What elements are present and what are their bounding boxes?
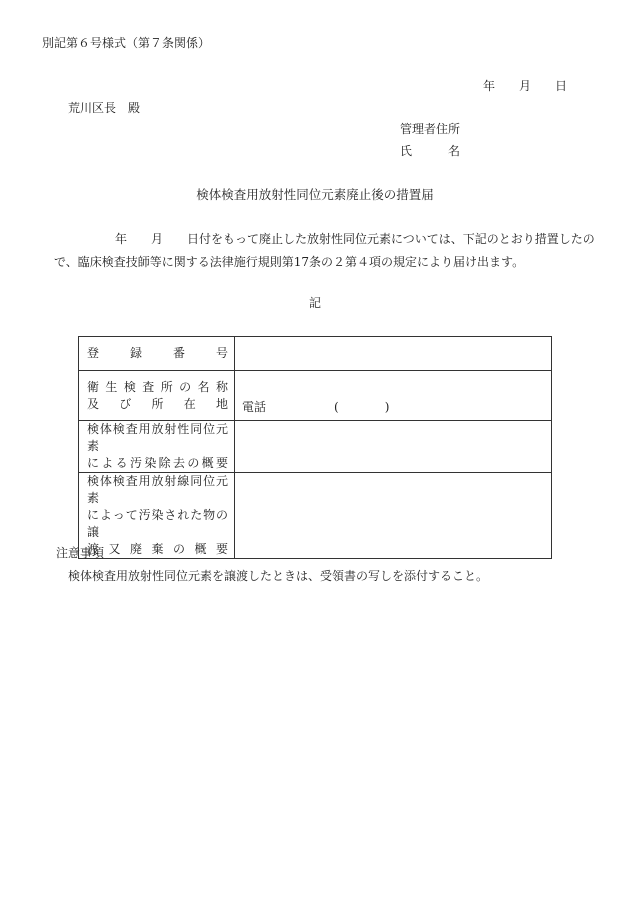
lab-location-label: 及 び 所 在 地	[87, 396, 228, 411]
body-text-line-1: 年 月 日付をもって廃止した放射性同位元素については、下記のとおり措置したの	[115, 232, 595, 246]
telephone-label: 電話	[242, 400, 267, 414]
telephone-line	[242, 398, 394, 415]
addressee: 荒川区長 殿	[68, 101, 141, 115]
transfer-disposal-row	[79, 473, 552, 559]
registration-number-row	[79, 337, 552, 371]
notes-title: 注意事項	[56, 546, 105, 560]
telephone-paren-close: )	[384, 400, 390, 414]
submission-date-line: 年 月 日	[483, 79, 568, 93]
decontamination-label-line-2: による汚染除去の概要	[87, 456, 228, 470]
document-title: 検体検査用放射性同位元素廃止後の措置届	[196, 187, 434, 202]
lab-name-location-label-cell	[79, 371, 235, 421]
manager-address-label: 管理者住所	[400, 122, 461, 136]
lab-name-label: 衛生検査所の名称	[87, 379, 228, 394]
transfer-disposal-label-line-3: 渡又廃棄の概要	[87, 542, 228, 556]
manager-name-label: 氏 名	[400, 144, 461, 158]
decontamination-summary-field[interactable]	[235, 421, 552, 473]
registration-number-label-cell	[79, 337, 235, 371]
decontamination-row	[79, 421, 552, 473]
decontamination-label-line-1: 検体検査用放射性同位元素	[87, 422, 228, 453]
lab-name-location-row	[79, 371, 552, 421]
decontamination-label-cell	[79, 421, 235, 473]
form-number: 別記第６号様式（第７条関係）	[42, 36, 211, 50]
note-item-1: 検体検査用放射性同位元素を譲渡したときは、受領書の写しを添付すること。	[68, 569, 489, 583]
telephone-paren-open: (	[334, 400, 339, 414]
ki-heading: 記	[308, 296, 321, 310]
transfer-disposal-label-line-1: 検体検査用放射線同位元素	[87, 474, 228, 505]
body-text-line-2: で、臨床検査技師等に関する法律施行規則第17条の２第４項の規定により届け出ます。	[54, 255, 525, 269]
registration-number-label: 登 録 番 号	[87, 346, 228, 360]
transfer-disposal-label-line-2: によって汚染された物の譲	[87, 508, 228, 539]
transfer-disposal-summary-field[interactable]	[235, 473, 552, 559]
notification-form-table	[78, 336, 552, 559]
lab-name-location-field[interactable]	[235, 371, 552, 421]
registration-number-field[interactable]	[235, 337, 552, 371]
